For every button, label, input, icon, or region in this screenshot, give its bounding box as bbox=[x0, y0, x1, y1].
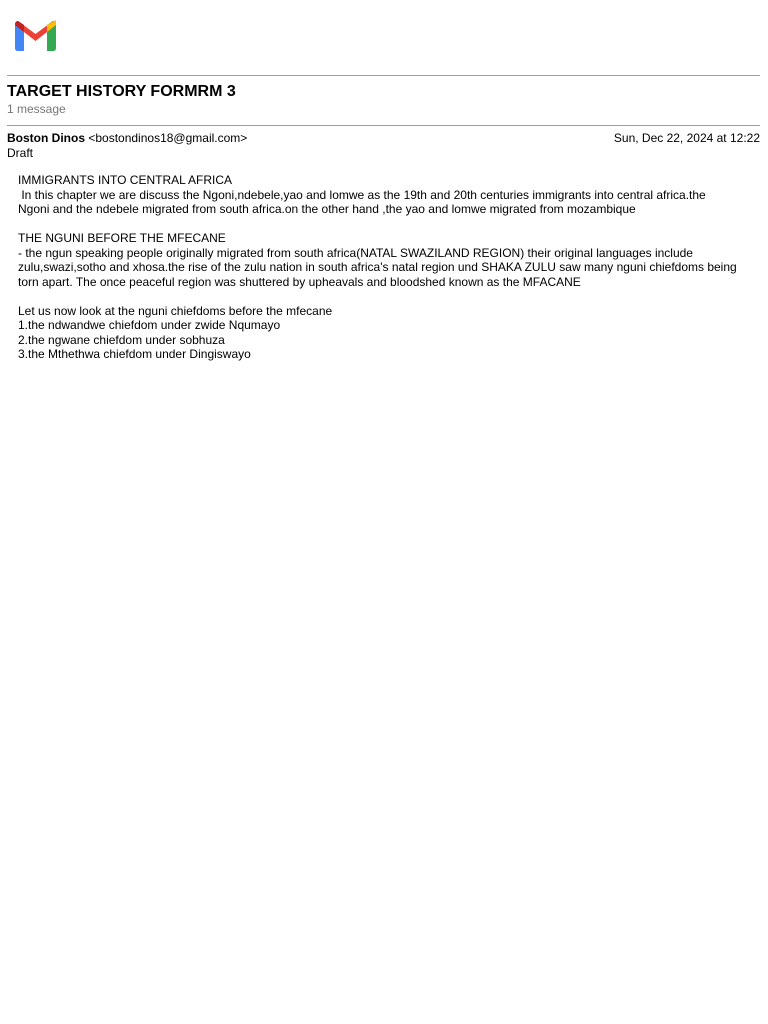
thread-subject: TARGET HISTORY FORMRM 3 bbox=[7, 83, 236, 100]
sender-name: Boston Dinos bbox=[7, 131, 85, 145]
body-line: IMMIGRANTS INTO CENTRAL AFRICA bbox=[18, 173, 233, 187]
body-line: Ngoni and the ndebele migrated from south africa.on the other hand ,the yao and lomwe migrated from mozambique bbox=[18, 202, 636, 216]
header-divider bbox=[7, 75, 760, 76]
body-line bbox=[18, 289, 756, 304]
sender-line bbox=[7, 131, 247, 146]
sender-email: <bostondinos18@gmail.com> bbox=[88, 131, 248, 145]
body-line: - the ngun speaking people originally migrated from south africa(NATAL SWAZILAND REGION) their original languages include bbox=[18, 245, 693, 260]
message-count: 1 message bbox=[7, 102, 66, 116]
body-line: 1.the ndwandwe chiefdom under zwide Nqumayo bbox=[18, 318, 281, 332]
body-line: zulu,swazi,sotho and xhosa.the rise of the zulu nation in south africa's natal region und SHAKA ZULU saw many nguni chiefdoms being bbox=[18, 260, 737, 274]
body-line bbox=[18, 217, 756, 232]
gmail-logo-icon bbox=[15, 20, 56, 51]
message-date: Sun, Dec 22, 2024 at 12:22 bbox=[613, 131, 760, 145]
body-line: THE NGUNI BEFORE THE MFECANE bbox=[18, 231, 226, 245]
message-label: Draft bbox=[7, 146, 34, 160]
body-line: 3.the Mthethwa chiefdom under Dingiswayo bbox=[18, 347, 251, 361]
body-line: Let us now look at the nguni chiefdoms before the mfecane bbox=[18, 303, 333, 318]
subject-divider bbox=[7, 125, 760, 126]
body-line: torn apart. The once peaceful region was shuttered by upheavals and bloodshed known as the MFACANE bbox=[18, 274, 581, 289]
message-body bbox=[18, 173, 756, 362]
body-line: In this chapter we are discuss the Ngoni,ndebele,yao and lomwe as the 19th and 20th centuries immigrants into central africa.the bbox=[18, 187, 706, 202]
body-line: 2.the ngwane chiefdom under sobhuza bbox=[18, 332, 225, 347]
